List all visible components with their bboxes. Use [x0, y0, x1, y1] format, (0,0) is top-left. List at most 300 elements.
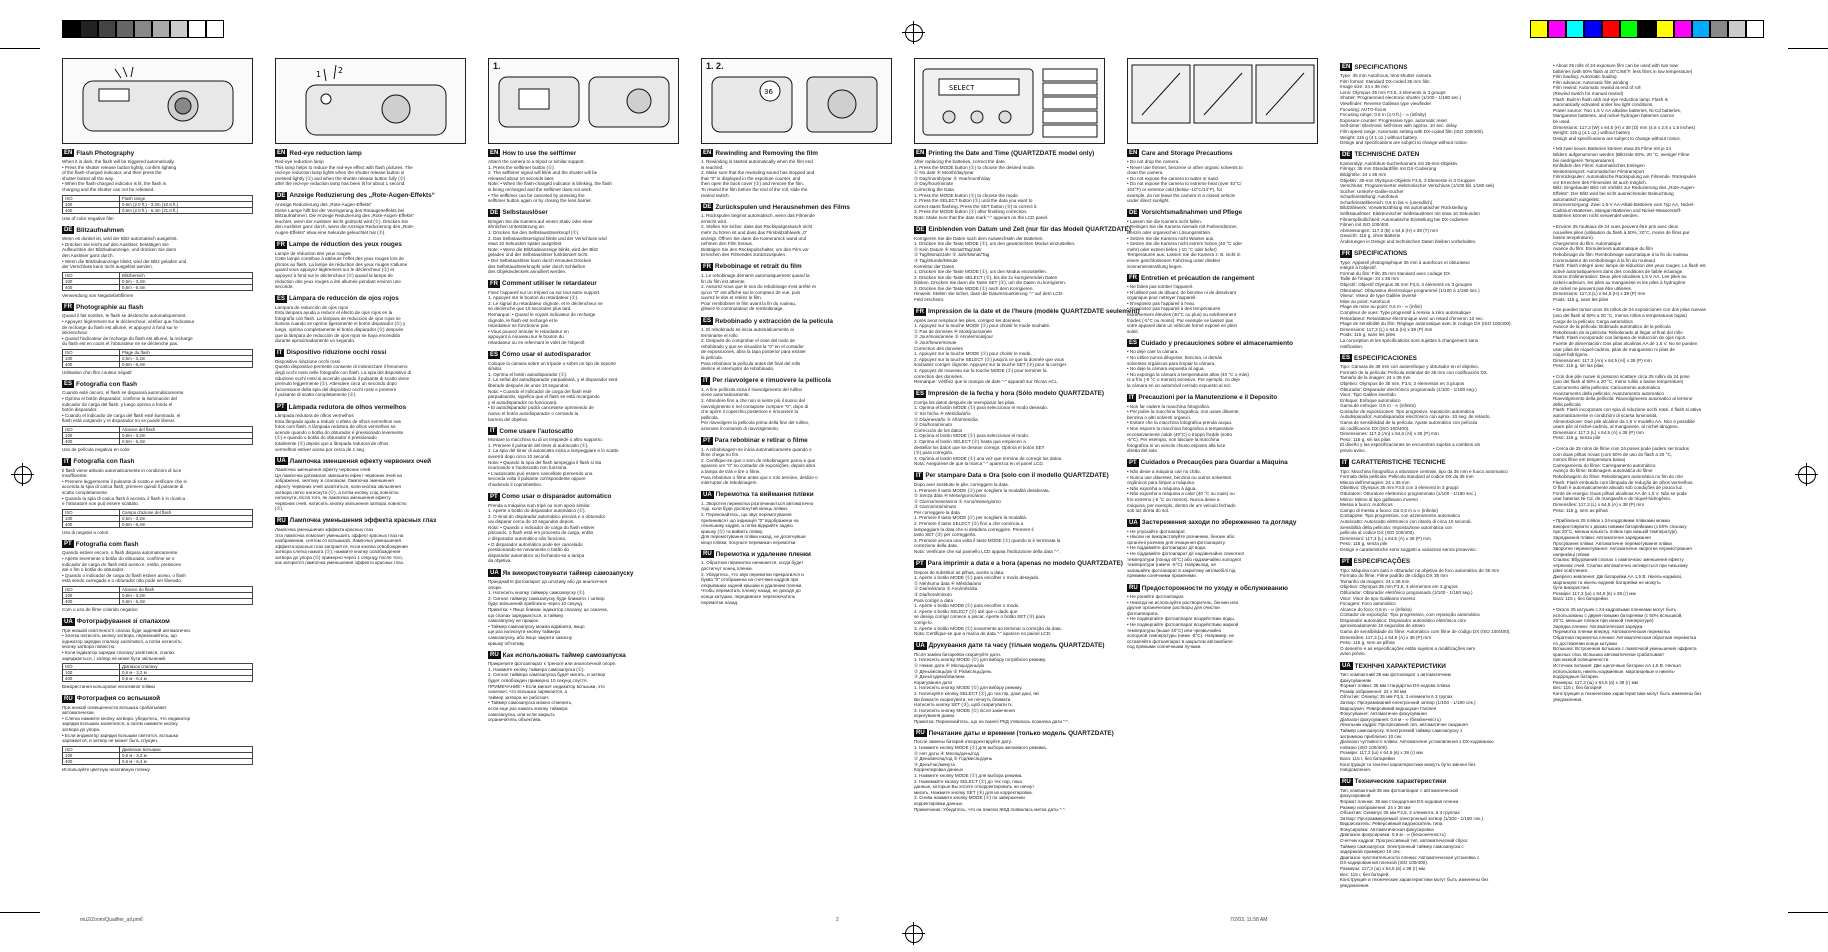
- text-line: Bildern aufgenommen werden (Blitzrate 50%, 20 °C, weniger Filme: [1553, 151, 1690, 157]
- text-line: Compteur de vues: Type progressif à remise à zéro automatique: [1340, 309, 1471, 315]
- text-line: 1. Press the MODE button (①) to choose the mode.: [914, 192, 1019, 198]
- table-row: [63, 758, 253, 764]
- text-line: • Non far cadere la macchina fotografica.: [1127, 403, 1211, 409]
- text-line: basse température).: [1553, 235, 1595, 241]
- text-line: Note: • Wenn die Blitzladeanzeige blinkt, wird der Blitz: [488, 246, 599, 252]
- text-line: la cámara en un automóvil cerrado expuesto al sol.: [1127, 383, 1231, 388]
- text-line: червоних очей. Спалах автоматично активується при низькому: [1553, 562, 1688, 568]
- text-line: seconde.: [275, 284, 294, 290]
- text-line: Dimensioni: 117,3 (L) x 64,5 (A) x 38 (P) mm: [1553, 429, 1644, 435]
- text-line: Temperaturen aus. Lassen Sie die Kamera z. B. nicht in: [1127, 252, 1241, 258]
- section-heading: [275, 517, 466, 525]
- section: [275, 149, 466, 187]
- text-line: • Не роняйте фотоаппарат.: [1127, 594, 1185, 600]
- text-line: ефекту червоних очей засвітиться, коли кнопка звільнення: [275, 483, 401, 489]
- text-line: della pellicola: [1553, 401, 1581, 407]
- text-line: activé automatiquement dans des conditions de faible éclairage.: [1553, 268, 1684, 274]
- section-heading: [1340, 558, 1531, 566]
- text-line: usar pilas de níquel-cadmio, pilas de manganeso ni pilas de: [1553, 346, 1675, 352]
- text-line: фотоаппарата.: [1127, 610, 1159, 616]
- svg-text:1: 1: [316, 70, 322, 79]
- text-line: Korrektur der Daten: [914, 263, 955, 269]
- text-line: riduzione occhi rossi si accende quando il pulsante di scatto viene: [275, 375, 410, 381]
- text-line: Для перемотування плівки назад, не досягнувши: [701, 534, 806, 540]
- table-cell: 100: [63, 752, 120, 758]
- text-line: водородные батареи.: [1553, 674, 1599, 680]
- text-line: Dimensioni: 117,3 (L) x 64,5 (A) x 38 (P) mm: [1340, 535, 1431, 541]
- text-line: марганцеві та нікель-водневі батарейки не можуть: [1553, 579, 1661, 585]
- section-heading: [488, 493, 679, 501]
- text-line: • Do not expose the camera to water or sand.: [1127, 175, 1220, 181]
- text-line: Счетчик кадров: Прогрессивный тип, автоматический сброс: [1340, 838, 1468, 844]
- text-line: 2. Убедитесь, что звук перемотки прекратился и: [701, 571, 804, 577]
- section-body: [701, 387, 892, 432]
- text-line: Verschluss: Programmierter elektronischer Verschluss (1/100 bis 1/180 sek): [1340, 183, 1495, 189]
- language-badge: UA: [1129, 519, 1138, 526]
- text-line: geladen und der Selbstauslöser funktioniert nicht.: [488, 252, 589, 258]
- text-line: Gama de sensibilidade do filme: Automático com filme de código DX (ISO 100/400).: [1340, 629, 1511, 635]
- colorbar-color: [1530, 20, 1764, 38]
- color-swatch: [1620, 20, 1638, 38]
- table-cell: 400: [63, 361, 120, 367]
- text-line: be used.: [1553, 118, 1571, 124]
- section: [701, 149, 892, 198]
- text-line: залишайте фотоапарат в закритому автомобілі під: [1127, 567, 1236, 573]
- text-line: • Appuyez légèrement sur le déclencheur, vérifiez que l'indicateur: [62, 318, 195, 324]
- text-line: 2. Después de comprobar el cese del ruido de: [701, 338, 795, 344]
- section: [914, 560, 1123, 637]
- section: [275, 403, 466, 452]
- text-line: leuchtet, wenn der Auslöser leicht gedrückt wird (①). Drücken Sie: [275, 218, 409, 224]
- text-line: ③ Dia/hora/minuto: [914, 592, 952, 597]
- section-heading: [62, 380, 253, 388]
- text-line: Lámpara de reducción de ojos rojos: [275, 304, 349, 310]
- text-line: Selbstauslöser: Elektronischer Selbstauslöser mit etwa 10 Sekunden: [1340, 211, 1480, 217]
- language-badge: IT: [916, 472, 922, 479]
- text-line: 1. Press the selftimer button (①).: [488, 164, 555, 170]
- section-body: [701, 273, 892, 312]
- text-line: Натисніть кнопку SET (③), щоб скоригувати їх.: [914, 702, 1013, 708]
- text-line: riavvolgimento e nel contapose compare "0", dopo di: [701, 403, 809, 409]
- text-line: 1. Drücken Sie die Taste MODE (①), um den gewünschten Modus einzustellen.: [914, 241, 1076, 247]
- section-heading: [62, 303, 253, 311]
- section-heading: [488, 280, 679, 288]
- text-line: Design e caratteristiche sono soggetti a variazioni senza preavviso.: [1340, 546, 1477, 552]
- text-line: Contapose: Tipo progressivo, con azzeramento automatico: [1340, 513, 1461, 519]
- text-line: Rebobinage du film: Rembobinage automatique à la fin du rouleau: [1553, 252, 1689, 257]
- section-heading: [914, 642, 1105, 650]
- text-line: 1. Le rebobinage démarre automatiquement quand la: [701, 272, 810, 278]
- color-swatch: [170, 20, 188, 38]
- text-line: 1. Натисніть кнопку таймеру самозапуску (①).: [488, 590, 586, 596]
- text-line: • Cuando el indicador de carga del flash esté iluminado, el: [62, 412, 181, 418]
- language-badge: IT: [1129, 394, 1135, 401]
- color-swatch: [188, 20, 206, 38]
- text-line: использованы с двумя новыми батареями (с 50% вспышкой,: [1553, 612, 1683, 618]
- text-line: • Cerca de 25 rolos de filme com 24 poses pode podem ser tirados: [1553, 446, 1689, 451]
- text-line: • Не піддавайте фотоапарат дії води.: [1127, 545, 1207, 551]
- text-line: фокусировкой: [1340, 793, 1371, 799]
- section: [488, 493, 679, 565]
- text-line: Вес: 115 г, без батарей: [1553, 685, 1602, 691]
- section-title: Застереження заходи по збереженню та догляду: [1141, 519, 1297, 527]
- text-line: Fonte de energia: Duas pilhas alcalinas AA de 1,5 V. Não se pode: [1553, 490, 1687, 496]
- text-line: 1. Oprima el botón autodisparador (①).: [488, 371, 568, 377]
- text-line: This lamp helps to reduce the red-eye effect with flash pictures. The: [275, 164, 413, 170]
- registration-mark-icon: [14, 466, 32, 484]
- section-title: SPECIFICATIONS: [1354, 250, 1408, 258]
- text-line: використовувати з двома новими батарейками (з 50% спалаху: [1553, 523, 1687, 529]
- text-line: Tamaño de la imagen: 24 x 36 mm: [1340, 375, 1411, 381]
- section-title: Fotografia com flash: [75, 540, 139, 548]
- text-line: se deseja corrigir comece a piscar. Aperte o botão SET (③) para: [914, 614, 1045, 620]
- text-line: Poids: 115 g, sans les piles: [1553, 296, 1609, 302]
- table-cell: Диапазон вспышки: [120, 746, 253, 752]
- text-line: После замены батарей откорректируйте дату.: [914, 739, 1012, 745]
- section: [1553, 146, 1744, 219]
- language-badge: ES: [916, 390, 925, 397]
- text-line: (commutateur de rembobinage à la fin du rouleau): [1553, 257, 1656, 263]
- text-line: ② Dia/mês/ano ⑤ Ano/mês/dia: [914, 586, 978, 592]
- text-line: • Setzen Sie die Kamera nicht extrem hohen (40 °C oder: [1127, 241, 1243, 247]
- text-line: Misura dell'immagine: 24 x 36 mm: [1340, 479, 1410, 485]
- text-line: den Auslöser ganz durch.: [62, 252, 114, 258]
- text-line: aviso prévio.: [1340, 651, 1366, 657]
- text-line: Peso: 115 g, sem as pilhas: [1340, 640, 1395, 646]
- section-body: [275, 251, 466, 290]
- text-line: a tampa de trás e tire o filme.: [701, 468, 761, 474]
- language-badge: IT: [1342, 459, 1348, 466]
- text-line: example, do not leave the camera in a closed vehicle: [1127, 192, 1236, 198]
- text-line: rewind switch.: [701, 192, 730, 198]
- section: [701, 550, 892, 605]
- section: [1340, 354, 1531, 454]
- text-line: Avance du film: Enroulement automatique du film: [1553, 246, 1654, 252]
- flash-range-table: [62, 195, 253, 214]
- text-line: Nota: • Quando o indicador de carga do flash estiver: [488, 524, 595, 530]
- section-body: [1127, 219, 1318, 269]
- text-line: Power source: Two 1.5 V AA alkaline batteries, Ni-Cd batteries,: [1553, 107, 1682, 113]
- section-heading: [1340, 63, 1531, 71]
- section-body: [1127, 594, 1318, 650]
- language-badge: RU: [916, 730, 925, 737]
- text-line: • N'exposez pas l'appareil à des températures: [1127, 306, 1221, 312]
- text-line: Зарядка пленки: Автоматическая зарядка: [1553, 623, 1643, 629]
- section-heading: [701, 263, 892, 271]
- text-line: по достижении конца катушки: [1553, 640, 1617, 646]
- text-line: il pulsante di scatto completamente (②).: [275, 392, 357, 398]
- text-line: 2. Нажимайте кнопку SELECT (②) до тех пор, пока: [914, 778, 1022, 784]
- text-line: 3. Premere ancora una volta il tasto MODE (①) quando si è terminata la: [914, 537, 1061, 543]
- table-cell: ISO: [63, 664, 120, 670]
- section: [701, 491, 892, 546]
- section-heading: [1340, 151, 1531, 159]
- text-line: Примечание: Убедитесь, что на панели ЖКД появилась метка даты "-".: [914, 806, 1066, 812]
- color-swatch: [98, 20, 116, 38]
- text-line: O flash é automaticamente ativado sob condições de pouca luz.: [1553, 485, 1684, 491]
- text-line: frio extremo (-5 °C ou menos). Nunca deixe a: [1127, 496, 1220, 502]
- text-line: індикатор зарядки спалаху засвітився, а потім натисніть: [62, 638, 182, 644]
- text-line: Затвор: Программируемый электронный затвор (1/100 - 1/180 сек.): [1340, 815, 1484, 821]
- section-heading: [914, 472, 1109, 480]
- section-title: ТЕХНІЧНІ ХАРАКТЕРИСТИКИ: [1354, 662, 1446, 670]
- section-heading: [488, 351, 679, 359]
- text-line: Перемотка пленки вперед: Автоматическая перемотка: [1553, 629, 1670, 635]
- text-line: Remarque: • Quand le voyant indicateur de recharge: [488, 312, 596, 318]
- text-line: Per correggere la data: [914, 509, 960, 515]
- section-heading: [701, 203, 892, 211]
- section-heading: [488, 209, 679, 217]
- text-line: 2. Certifique-se que o som de rebobinagem parou e que: [701, 457, 816, 463]
- text-line: correzione della data.: [914, 543, 958, 549]
- text-line: Film loading: Automatic loading: [1553, 74, 1617, 80]
- text-line: Fuente de alimentación: Dos pilas alcalinas AA de 1,5 V. No se pueden: [1553, 340, 1698, 346]
- text-line: • Quando la spia di carica flash è accesa, il flash è in ricarica: [62, 495, 186, 501]
- table-row: [63, 439, 253, 445]
- text-line: • Der Selbstauslöser kann durch erneutes Drücken: [488, 257, 592, 263]
- text-line: durante aproximadamente un segundo.: [275, 338, 356, 344]
- text-line: Para corrigir a data: [914, 597, 954, 603]
- text-line: Einfädeln des Films: Automatisches Einlegen: [1553, 163, 1645, 169]
- text-line: Dimensões: 117,3 (L) x 64,5 (A) x 38 (P) mm: [1340, 634, 1432, 640]
- section-title: Vorsichtsmaßnahmen und Pflege: [1141, 209, 1243, 217]
- text-line: insufficiente.: [62, 473, 88, 479]
- text-line: quand vous appuyez légèrement sur le déclencheur (①) et: [275, 267, 395, 273]
- section-body: [701, 159, 892, 198]
- text-line: ① Senza data ④ Mese/giorno/anno: [914, 493, 987, 499]
- section-heading: [701, 491, 892, 499]
- text-line: Alcance do foco: 0,6 m - ∞ (infinito): [1340, 606, 1412, 612]
- text-line: самозапуску не працює.: [488, 618, 540, 624]
- section-title: Printing the Date and Time (QUARTZDATE model only): [928, 149, 1095, 157]
- text-line: Carga de la película: Carga automática: [1553, 318, 1633, 324]
- section-title: Fotografía con flash: [76, 380, 138, 388]
- text-line: Corrija los datos después de reemplazar las pilas.: [914, 399, 1016, 405]
- text-line: Formato de la película: Película estándar de 35 mm con codificación DX.: [1340, 369, 1489, 375]
- section-heading: [488, 569, 679, 577]
- text-line: Enfoque: Enfoque automático: [1340, 397, 1401, 403]
- section-body: [275, 202, 466, 236]
- text-line: плівкою (ISO 100/400).: [1340, 744, 1389, 750]
- text-line: Prenda a máquina num tripé ou num apoio similar.: [488, 502, 591, 508]
- text-line: Gama de sensibilidad de la película: Ajuste automático con película: [1340, 420, 1478, 426]
- text-line: ③ Día/hora/minuto: [914, 422, 953, 428]
- text-line: Obturador: Obturador eletrônico programado (1/100 - 1/180 seg.): [1340, 589, 1473, 595]
- text-line: Carregamento do filme: Carregamento automático: [1553, 462, 1656, 468]
- text-line: • Quando o indicador de carga do flash estiver aceso, o flash: [62, 572, 186, 578]
- text-line: Зворотне перемотування: Автоматичне зворотне перемотування: [1553, 546, 1692, 552]
- text-line: Размеры: 117,3 (ш) x 64,5 (в) x 38 (г) мм: [1340, 866, 1425, 872]
- text-line: Примітка: • Якщо блимає індикатор спалаху, це означає,: [488, 607, 609, 612]
- text-line: Источник питания: Две щелочные батареи AA 1,5 В. Нельзя: [1553, 662, 1681, 668]
- text-line: Pour rembobiner le film avant la fin du rouleau,: [701, 300, 797, 306]
- section-heading: [914, 308, 1140, 316]
- flash-range-table: [62, 272, 253, 291]
- text-line: Aufleuchten der Blitzladeanzeige, und drücken Sie dann: [62, 247, 177, 253]
- text-line: after the red-eye reduction lamp has been lit for about 1 second.: [275, 181, 406, 187]
- section-title: Red-eye reduction lamp: [289, 149, 362, 157]
- text-line: ① Kein Datum ④ Monat/Tag/Jahr: [914, 246, 982, 252]
- text-line: 1. Нажмите кнопку MODE (①) для выбора желаемого режима.: [914, 745, 1047, 751]
- language-badge: FR: [703, 263, 711, 270]
- text-line: оставляйте фотоаппарат в закрытом автомобиле: [1127, 638, 1233, 644]
- text-line: correction des données.: [914, 373, 964, 379]
- section: [1553, 374, 1744, 441]
- footer-filename: mu2/Zoom/Qualifier_all.pm6: [80, 917, 143, 923]
- text-line: usare pile al nichel-cadmio, al manganese, al nichel-idrogeno.: [1553, 424, 1679, 430]
- text-line: Gama de enfoque: 0,6 m - ∞ (infinito): [1340, 403, 1416, 409]
- section-body: [1127, 349, 1318, 388]
- text-line: Формат плівки: 35 мм стандартна DX-кодова плівка: [1340, 683, 1451, 689]
- table-cell: Alcance del flash: [120, 427, 253, 433]
- text-line: ilumina cuando se oprime ligeramente el botón disparador (①) y: [275, 321, 406, 327]
- section-body: [701, 213, 892, 258]
- color-swatch: [1692, 20, 1710, 38]
- text-line: 1. Aperte o botão MODE (①) para escolher o modo.: [914, 603, 1020, 609]
- text-line: mehr zu hören ist und dass das Filmbildzählwerk „0“: [701, 229, 808, 235]
- text-line: 1. Premere il pulsante del timer di autoscatto (①).: [488, 442, 589, 448]
- section-title: TECHNISCHE DATEN: [1354, 151, 1420, 159]
- text-line: 1. Premere il tasto MODE (①) per scegliere la modalità.: [914, 515, 1028, 521]
- text-line: l'accensione della spia del dispositivo occhi rossi e premere: [275, 386, 397, 392]
- text-line: • Таймер самозапуску можна відмінити, якщо: [488, 623, 585, 629]
- section-heading: [701, 377, 892, 385]
- text-line: 1. Press the MODE button (①) to choose the desired mode.: [914, 164, 1036, 170]
- text-line: Exposure counter: Progressive type, automatic reset: [1340, 117, 1447, 123]
- section: [914, 729, 1114, 812]
- text-line: прямими сонячними променями.: [1127, 573, 1197, 579]
- text-line: При низкой освещенности вспышка срабатывает: [62, 704, 167, 710]
- text-line: Peso: 115 g, senza pile: [1340, 541, 1388, 547]
- text-line: Focusing: AUTO-focus: [1340, 106, 1387, 112]
- text-line: Weight: 115 g (4.1 oz.) without battery: [1553, 130, 1631, 136]
- language-badge: DE: [1342, 151, 1351, 158]
- text-line: photos au flash. La lampe de réduction des yeux rouges s'allume: [275, 261, 408, 267]
- section-body: [701, 560, 892, 605]
- language-badge: ES: [64, 381, 73, 388]
- section-title: ESPECIFICAÇÕES: [1353, 558, 1411, 566]
- text-line: 1. Oprima el botón MODE (①) para seleccionar el modo deseado.: [914, 405, 1049, 411]
- section: [275, 349, 466, 398]
- text-line: Design and specifications are subject to change without notice.: [1553, 135, 1681, 141]
- text-line: затвора до упора.: [62, 727, 101, 733]
- text-line: Bildgröße: 24 x 36 mm: [1340, 171, 1387, 177]
- section-body: [701, 501, 892, 546]
- text-line: Dimensiones: 117,3 (An) x 64,5 (Al) x 38 (P) mm: [1553, 357, 1652, 363]
- table-cell: 0,6m - 3,2m: [120, 278, 253, 284]
- text-line: Nota: Certifique-se que a marca de data "-" aparece no painel LCD.: [914, 631, 1052, 637]
- table-cell: 400: [63, 207, 120, 213]
- language-badge: DE: [916, 226, 925, 233]
- text-line: (①) e quando o botão do obturador é pressionado: [275, 435, 377, 441]
- text-line: температуры (выше 40°C) или чрезвычайно: [1127, 627, 1222, 633]
- section-body: [1553, 607, 1744, 702]
- language-badge: FR: [1342, 250, 1350, 257]
- table-row: [63, 676, 253, 682]
- text-line: Спалах: Вбудований спалах з лампочкою зменшення ефекту: [1553, 557, 1684, 563]
- text-line: • Evitare che la macchina fotografica prenda acqua.: [1127, 420, 1233, 426]
- text-line: organique pour nettoyer l'appareil.: [1127, 295, 1197, 301]
- section-title: Para imprimir a data e a hora (apenas no modelo QUARTZDATE): [927, 560, 1123, 568]
- text-line: Kameratyp: Autofokus-Sucherkamera mit 35-mm-Objektiv: [1340, 160, 1458, 166]
- language-badge: EN: [277, 150, 286, 156]
- section-heading: [275, 403, 466, 411]
- section-heading: [275, 149, 466, 157]
- text-line: Dispositivo riduzione occhi rossi: [275, 358, 341, 364]
- text-line: fotos com flash. A lâmpada redutora de olhos vermelhos se: [275, 424, 396, 430]
- section-body: [1127, 404, 1318, 454]
- text-line: Blitz: Eingebauter Blitz mit Vorblitz zur Reduzierung des „Rote-Augen-: [1553, 185, 1696, 191]
- table-cell: Alcance do flash: [120, 586, 253, 592]
- text-line: Focagem: Foco automático: [1340, 601, 1396, 607]
- text-line: Dimensions: 117,3 (L) x 64,5 (H) x 38 (P) mm: [1553, 291, 1646, 297]
- language-badge: RU: [703, 551, 712, 558]
- text-line: 2. Oprima el botón SELECT (②) hasta que empiecen a: [914, 438, 1026, 444]
- section: [1340, 250, 1531, 350]
- text-line: Fixez l'appareil sur un trépied ou sur tout autre support.: [488, 289, 601, 295]
- text-line: • Никогда не используйте растворитель, бензин или: [1127, 599, 1239, 605]
- text-line: корректировки данных.: [914, 801, 964, 806]
- text-line: Таймер самозапуска: Электронный таймер самозапуска с: [1340, 843, 1464, 849]
- section: [1553, 224, 1744, 302]
- text-line: • Do not expose the camera to extreme heat (over 40°C/: [1127, 181, 1242, 187]
- text-line: Chargement du film: Automatique: [1553, 240, 1622, 246]
- text-line: Montare la macchina su di un treppiede o altro supporto.: [488, 437, 603, 443]
- text-line: solventes orgánicos para limpiar la cámara.: [1127, 360, 1216, 366]
- flash-range-table: [62, 426, 253, 445]
- text-line: зарядки вспышки засветился, а затем нажмите кнопку: [62, 721, 178, 727]
- section-heading: [1127, 339, 1318, 347]
- section-body: [914, 318, 1105, 385]
- text-line: degli occhi rossi nelle fotografie con flash. La spia del dispositivo di: [275, 370, 412, 376]
- language-badge: DE: [1129, 209, 1138, 216]
- section-title: Предосторожности по уходу и обслуживанию: [1141, 584, 1289, 592]
- text-line: ② День/месяц/год ⑤ Год/месяц/день: [914, 756, 993, 762]
- section-body: [275, 159, 466, 187]
- text-line: nouvelles piles (utilisation du flash à 50%, 20°C, moins de films par: [1553, 229, 1690, 235]
- table-cell: 400: [63, 758, 120, 764]
- text-line: 2. Сигнал таймера самозапуска будет мигать, и затвор: [488, 672, 606, 678]
- text-line: Gewicht: 115 g, ohne Batterie: [1340, 233, 1401, 239]
- text-line: Scharfeinstellbereich: 0,6 m bis ∞ (unendlich): [1340, 199, 1433, 205]
- section: [62, 149, 253, 221]
- text-line: 1. Rewinding is started automatically when the film end: [701, 159, 813, 164]
- text-line: e l'otturatore non può essere scattato.: [62, 501, 139, 507]
- language-badge: ES: [277, 295, 286, 302]
- text-line: de nickel ne peuvent pas être utilisées.: [1553, 285, 1633, 291]
- text-line: червоних очей, натисніть кнопку звільнення затвора повністю: [275, 500, 407, 506]
- table-cell: ISO: [63, 427, 120, 433]
- section-title: Печатание даты и времени (только модель QUARTZDATE): [928, 729, 1114, 737]
- text-line: sob luz direta do sol.: [1127, 508, 1170, 514]
- table-row: [63, 521, 253, 527]
- text-line: Tipo: Macchina fotografica a otturatore centrale, tipo da 35 mm e fuoco automatico: [1340, 468, 1508, 474]
- section: [701, 317, 892, 372]
- text-line: aproximadamente 10 segundos de atraso: [1340, 623, 1425, 629]
- text-line: nehmen den Film heraus.: [701, 241, 754, 247]
- text-line: ПРИМЕЧАНИЕ: • Если мигает индикатор вспышки, это: [488, 683, 605, 689]
- section-title: Lámpara de reducción de ojos rojos: [289, 295, 399, 303]
- text-line: мигать. Нажмите кнопку SET (③) для их корректировки.: [914, 789, 1033, 795]
- color-swatch: [116, 20, 134, 38]
- text-line: 1. Drücken Sie den Selbstauslöserknopf (①).: [488, 229, 580, 235]
- text-line: 2. The selftimer signal will blink and the shutter will be: [488, 170, 598, 176]
- section-title: Lampe de réduction des yeux rouges: [289, 241, 402, 249]
- section-title: Zurückspulen und Herausnehmen des Films: [715, 203, 850, 211]
- text-line: 2. La señal del autodisparador parpadeará, y el disparador será: [488, 377, 618, 383]
- text-line: menos filme em temperatura baixa): [1553, 457, 1626, 463]
- text-line: кришку об'єктиву.: [488, 640, 526, 646]
